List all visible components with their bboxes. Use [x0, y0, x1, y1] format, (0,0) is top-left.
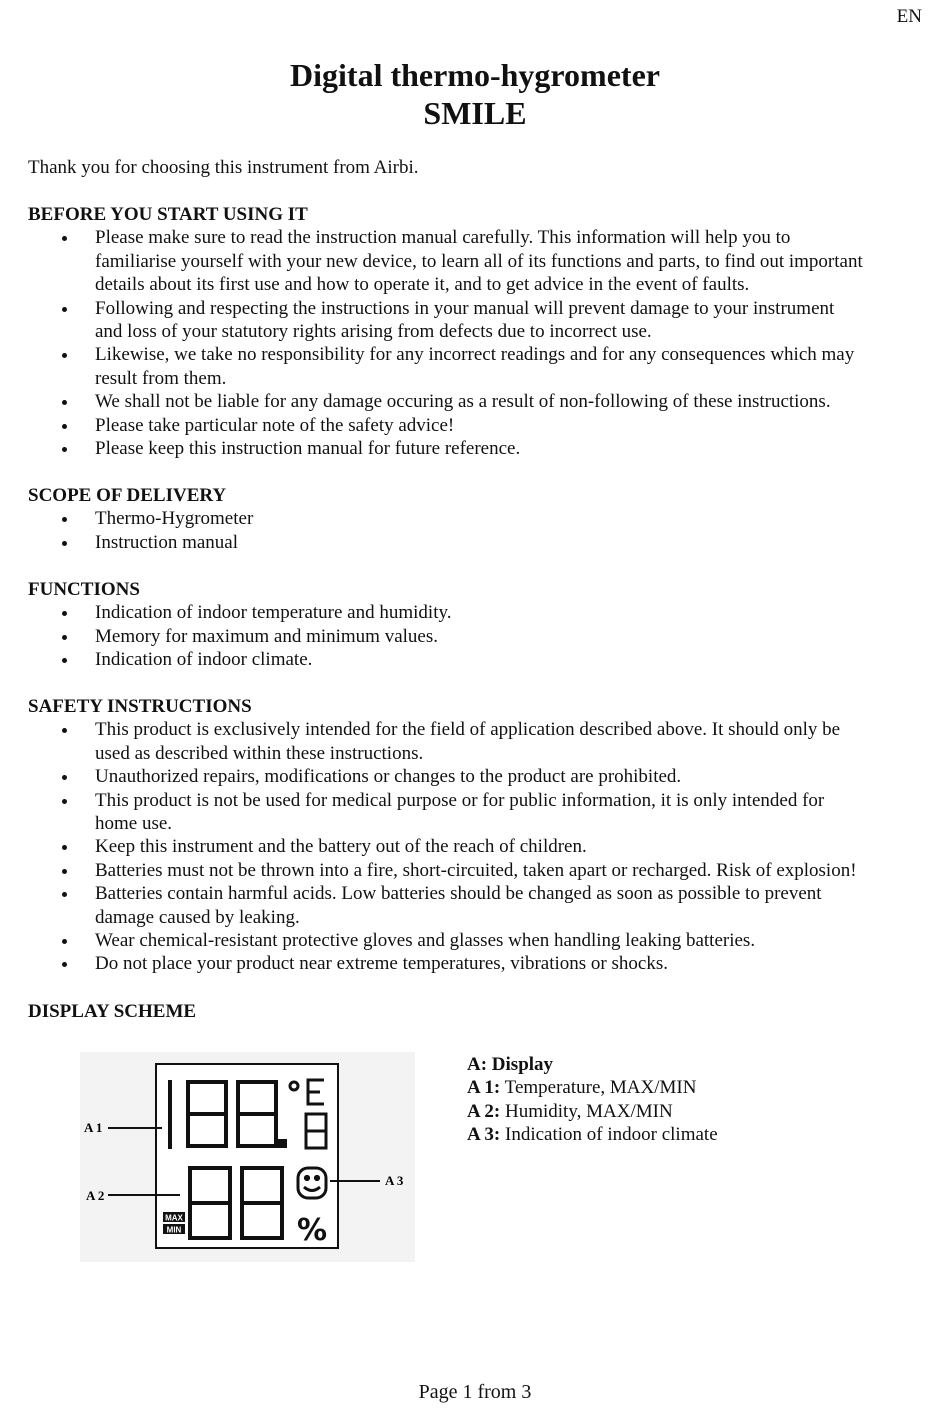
list-item: [28, 952, 923, 975]
list-item-line: result from them.: [95, 367, 227, 389]
bullet-list: [28, 507, 923, 554]
list-item-line: Instruction manual: [95, 531, 238, 553]
list-item: [28, 601, 923, 624]
list-item: [28, 789, 923, 836]
list-item-line: home use.: [95, 813, 173, 835]
legend-key: A 2:: [467, 1100, 501, 1122]
list-item-line: Batteries contain harmful acids. Low batteries should be changed as soon as possible to prevent: [95, 883, 822, 905]
list-item: [28, 929, 923, 952]
min-indicator: MIN: [166, 1225, 182, 1235]
bullet-list: [28, 718, 923, 975]
page-title: [0, 56, 950, 132]
language-label: EN: [896, 6, 922, 27]
section-heading: BEFORE YOU START USING IT: [28, 204, 308, 225]
section-scope-of-delivery: [28, 484, 923, 554]
max-indicator: MAX: [165, 1213, 183, 1223]
section-heading: SCOPE OF DELIVERY: [28, 485, 227, 506]
section-heading: DISPLAY SCHEME: [28, 1001, 197, 1022]
list-item-line: Indication of indoor climate.: [95, 649, 313, 671]
title-line-1: Digital thermo-hygrometer: [290, 57, 660, 93]
list-item: [28, 507, 923, 530]
legend-key: A 3:: [467, 1124, 501, 1146]
decimal-point: [280, 1141, 285, 1146]
list-item: [28, 297, 923, 344]
legend-text: Temperature, MAX/MIN: [504, 1077, 697, 1099]
list-item-line: Following and respecting the instructions in your manual will prevent damage to your instrument: [95, 297, 835, 319]
callout-label-a3: A 3: [385, 1173, 404, 1188]
list-item-line: We shall not be liable for any damage occuring as a result of non-following of these instructions.: [95, 391, 831, 413]
list-item: [28, 437, 923, 460]
list-item-line: Wear chemical-resistant protective gloves and glasses when handling leaking batteries.: [95, 930, 756, 952]
list-item: [28, 859, 923, 882]
legend-text: Humidity, MAX/MIN: [505, 1100, 673, 1122]
title-line-2: SMILE: [423, 95, 527, 131]
section-display-scheme: [28, 1000, 923, 1023]
list-item: [28, 765, 923, 788]
list-item-line: Likewise, we take no responsibility for any incorrect readings and for any consequences which may: [95, 344, 855, 366]
legend-item: [467, 1123, 718, 1146]
percent-symbol: %: [296, 1213, 328, 1248]
list-item-line: details about its first use and how to operate it, and to get advice in the event of faults.: [95, 274, 750, 296]
list-item: [28, 343, 923, 390]
callout-label-a2: A 2: [86, 1188, 105, 1203]
list-item-line: Unauthorized repairs, modifications or changes to the product are prohibited.: [95, 766, 682, 788]
list-item-line: This product is exclusively intended for the field of application described above. It should only be: [95, 719, 841, 741]
list-item: [28, 882, 923, 929]
section-heading: SAFETY INSTRUCTIONS: [28, 696, 252, 717]
display-scheme-diagram: [80, 1052, 415, 1262]
intro-text: Thank you for choosing this instrument from Airbi.: [28, 157, 419, 178]
list-item-line: damage caused by leaking.: [95, 906, 300, 928]
page-footer: Page 1 from 3: [418, 1381, 532, 1403]
list-item-line: Thermo-Hygrometer: [95, 508, 254, 530]
list-item-line: Please take particular note of the safety advice!: [95, 414, 455, 436]
list-item-line: Please keep this instruction manual for future reference.: [95, 438, 521, 460]
legend-key: A 1:: [467, 1077, 501, 1099]
list-item-line: Indication of indoor temperature and humidity.: [95, 602, 452, 624]
list-item: [28, 835, 923, 858]
legend-item: [467, 1100, 718, 1123]
list-item: [28, 390, 923, 413]
list-item-line: used as described within these instructions.: [95, 742, 424, 764]
bullet-list: [28, 226, 923, 460]
list-item-line: This product is not be used for medical purpose or for public information, it is only intended for: [95, 789, 825, 811]
list-item-line: Please make sure to read the instruction manual carefully. This information will help you to: [95, 227, 791, 249]
section-functions: [28, 578, 923, 672]
section-safety-instructions: [28, 695, 923, 976]
list-item: [28, 718, 923, 765]
list-item-line: Keep this instrument and the battery out of the reach of children.: [95, 836, 587, 858]
list-item: [28, 531, 923, 554]
list-item-line: Do not place your product near extreme temperatures, vibrations or shocks.: [95, 953, 668, 975]
list-item-line: Memory for maximum and minimum values.: [95, 625, 439, 647]
legend-item: [467, 1076, 718, 1099]
legend-title: A: Display: [467, 1054, 554, 1075]
section-before-you-start: [28, 203, 923, 460]
callout-label-a1: A 1: [84, 1120, 103, 1135]
list-item-line: familiarise yourself with your new device, to learn all of its functions and parts, to find out important: [95, 250, 863, 272]
section-heading: FUNCTIONS: [28, 579, 140, 600]
display-legend: [467, 1053, 718, 1147]
list-item: [28, 226, 923, 296]
bullet-list: [28, 601, 923, 671]
list-item-line: Batteries must not be thrown into a fire, short-circuited, taken apart or recharged. Risk of explosion!: [95, 859, 857, 881]
list-item: [28, 648, 923, 671]
list-item: [28, 414, 923, 437]
list-item-line: and loss of your statutory rights arising from defects due to incorrect use.: [95, 321, 652, 343]
list-item: [28, 625, 923, 648]
legend-text: Indication of indoor climate: [505, 1124, 718, 1146]
